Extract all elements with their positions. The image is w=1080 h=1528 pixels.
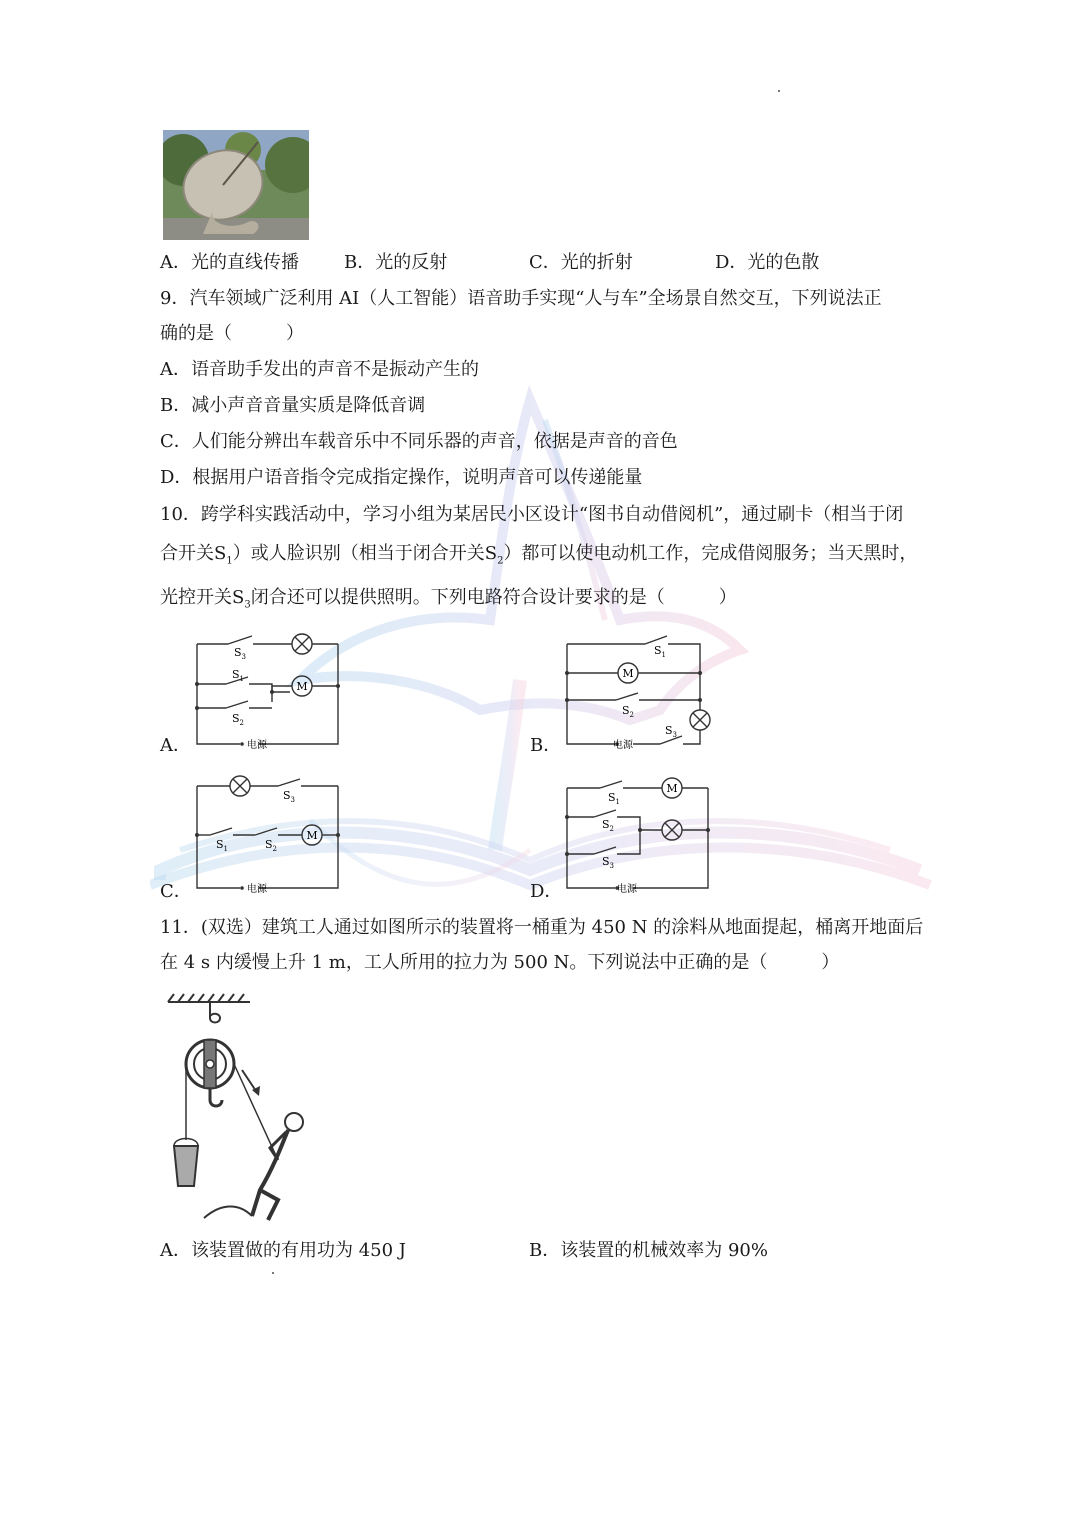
switch-letter: S [283,789,291,802]
circuit-diagram-c [190,772,350,897]
switch-s2 [484,543,504,567]
motor-label: M [622,667,634,680]
switch-index: 3 [672,731,678,739]
switch-symbol: S [484,543,498,564]
switch-index: 1 [661,651,667,659]
switch-letter: S [265,838,273,851]
speck [778,90,780,92]
circuit-diagram-d [560,772,720,897]
switch-s3 [232,587,251,611]
switch-label [232,668,244,683]
switch-symbol: S [214,543,227,564]
switch-letter: S [216,838,224,851]
switch-label [608,791,620,806]
circuit-diagram-a [190,630,350,755]
switch-index: 2 [609,825,615,833]
switch-label [622,704,634,719]
option-d: D．光的色散 [715,252,820,273]
circuit-diagram-b [560,630,720,755]
question-9-stem: 9．汽车领域广泛利用 AI（人工智能）语音助手实现“人与车”全场景自然交互，下列说法正 [160,288,882,309]
switch-letter: S [608,791,616,804]
subscript: 3 [244,599,251,611]
power-label: 电源 [247,884,267,895]
switch-label [283,789,295,804]
switch-letter: S [602,855,610,868]
motor-label: M [296,680,308,693]
switch-label [654,644,666,659]
option-c: C．光的折射 [529,252,633,273]
power-label: 电源 [613,740,633,751]
text-segment: ）都可以使电动机工作，完成借阅服务；当天黑时， [503,543,918,564]
question-11-stem: 11．(双选）建筑工人通过如图所示的装置将一桶重为 450 N 的涂料从地面提起，桶离开地面后 [160,917,924,938]
switch-index: 3 [609,862,615,870]
switch-letter: S [232,668,240,681]
text-segment: 光控开关 [160,587,232,608]
switch-index: 3 [241,653,247,661]
text-segment: 闭合还可以提供照明。下列电路符合设计要求的是（ ） [250,587,737,608]
switch-index: 3 [290,796,296,804]
option-c: C．人们能分辨出车载音乐中不同乐器的声音，依据是声音的音色 [160,431,678,452]
sundial-photo [163,130,309,240]
power-label: 电源 [617,884,637,895]
circuit-option-c-label: C． [160,881,192,902]
switch-label [234,646,246,661]
question-11-stem-cont: 在 4 s 内缓慢上升 1 m，工人所用的拉力为 500 N。下列说法中正确的是（ ） [160,952,840,973]
subscript: 1 [226,555,233,567]
subscript: 2 [497,555,504,567]
switch-s1 [214,543,233,567]
switch-letter: S [232,712,240,725]
switch-symbol: S [232,587,245,608]
switch-label [665,724,677,739]
option-d: D．根据用户语音指令完成指定操作，说明声音可以传递能量 [160,467,643,488]
switch-label [216,838,228,853]
question-9-stem-cont: 确的是（ ） [160,323,304,344]
switch-label [602,818,614,833]
switch-letter: S [622,704,630,717]
switch-letter: S [665,724,673,737]
question-10-stem-line3 [160,586,737,618]
power-label: 电源 [247,740,267,751]
switch-index: 1 [615,798,621,806]
text-segment: ）或人脸识别（相当于闭合开关 [232,543,485,564]
switch-index: 1 [239,675,245,683]
switch-index: 2 [272,845,278,853]
circuit-option-b-label: B． [530,735,562,756]
circuit-option-a-label: A． [160,735,191,756]
switch-index: 2 [239,719,245,727]
switch-index: 2 [629,711,635,719]
motor-label: M [666,782,678,795]
switch-label [265,838,277,853]
option-b: B．该装置的机械效率为 90% [529,1240,768,1261]
switch-index: 1 [223,845,229,853]
switch-label [232,712,244,727]
switch-letter: S [602,818,610,831]
speck [272,1272,274,1274]
option-a: A．光的直线传播 [160,252,299,273]
pulley-worker-figure [160,990,320,1230]
switch-label [602,855,614,870]
question-10-stem: 10．跨学科实践活动中，学习小组为某居民小区设计“图书自动借阅机”，通过刷卡（相当于闭 [160,504,904,525]
option-a: A．语音助手发出的声音不是振动产生的 [160,359,479,380]
text-segment: 合开关 [160,543,214,564]
question-10-stem-line2 [160,542,917,574]
switch-letter: S [234,646,242,659]
option-a: A．该装置做的有用功为 450 J [160,1240,407,1261]
switch-letter: S [654,644,662,657]
motor-label: M [306,829,318,842]
circuit-option-d-label: D． [530,881,563,902]
option-b: B．减小声音音量实质是降低音调 [160,395,426,416]
option-b: B．光的反射 [344,252,448,273]
